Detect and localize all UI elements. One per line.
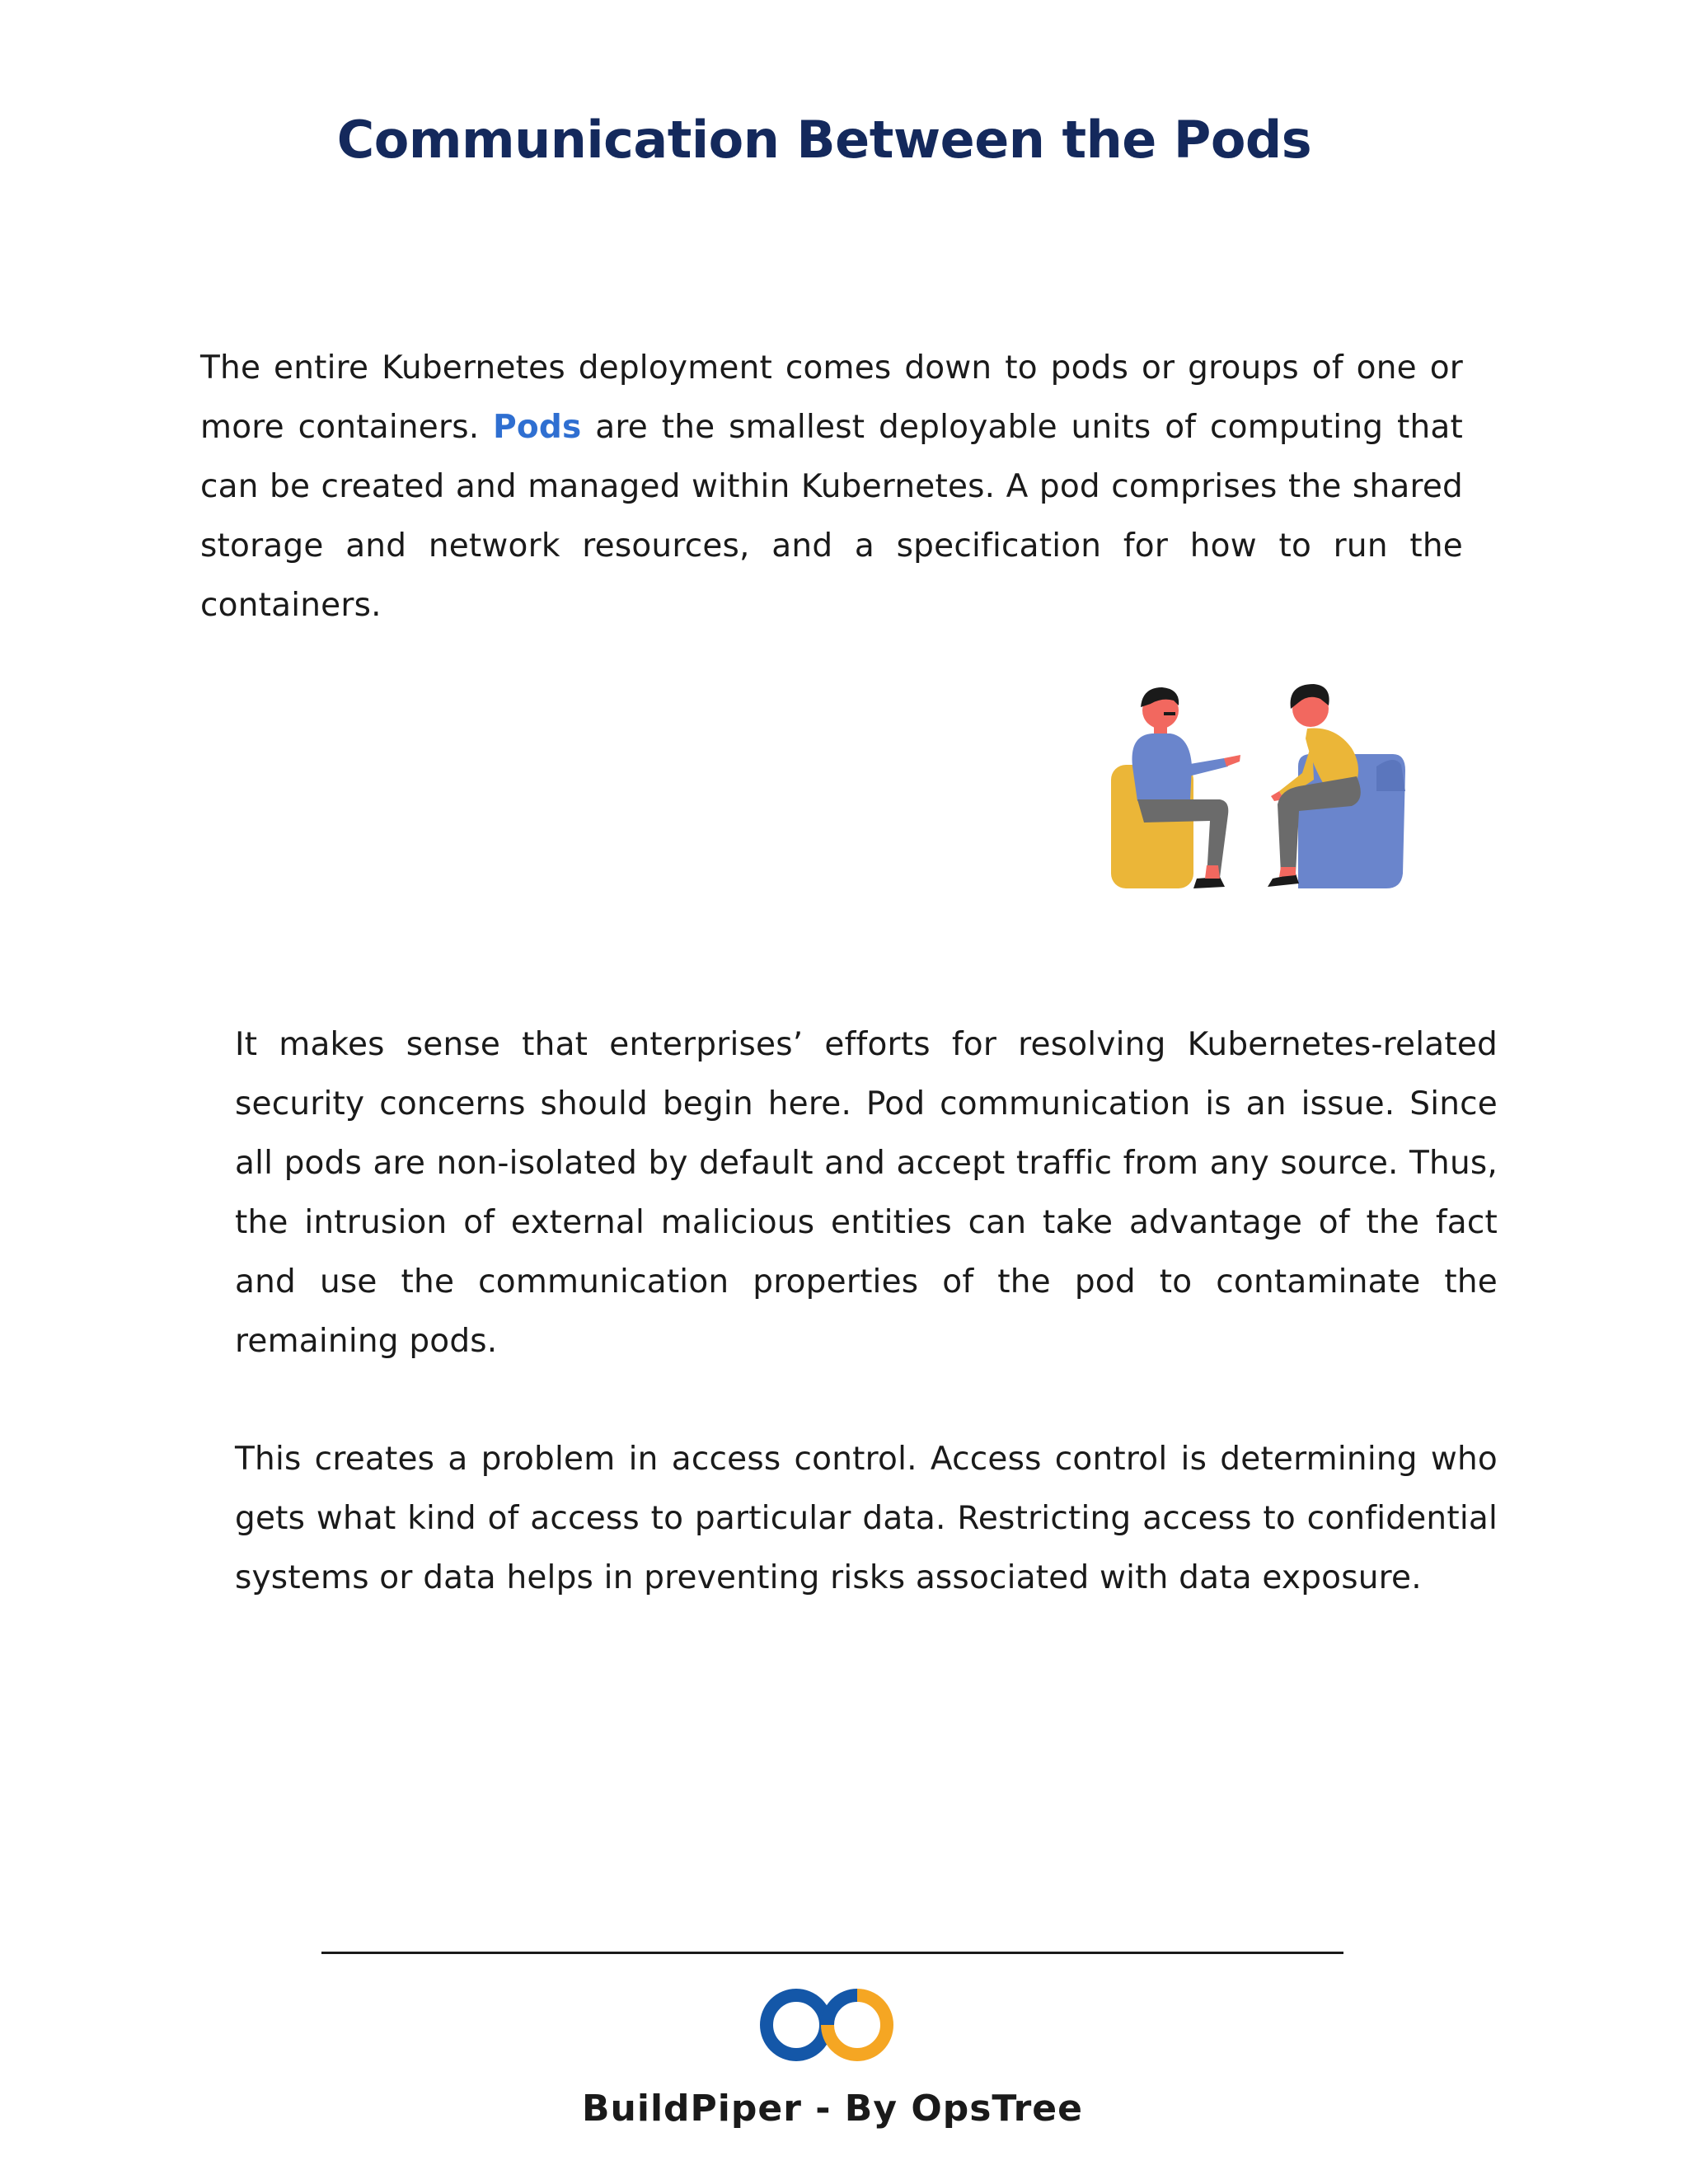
two-people-conversation-icon bbox=[1104, 676, 1409, 898]
page-title: Communication Between the Pods bbox=[336, 110, 1312, 170]
infinity-rings-logo-icon bbox=[757, 1986, 897, 2064]
security-paragraph: It makes sense that enterprises’ efforts for resolving Kubernetes-related security concerns should begin here. Pod communication is an issue. Since all pods are non-isolated by default and accept traffic from any source. Thus, the intrusion of external malicious entities can take advantage of the fact and use the communication properties of the pod to contaminate the remaining pods. bbox=[235, 1026, 1498, 1360]
intro-text-start: The entire Kubernetes deployment comes down to pods or groups of one or more containers. bbox=[200, 349, 1463, 446]
intro-text-end: are the smallest deployable units of computing that can be created and managed within Kubernetes. A pod comprises the shared storage and network resources, and a specification for how to run the containers. bbox=[200, 409, 1463, 624]
footer-brand: BuildPiper - By OpsTree bbox=[582, 2088, 1083, 2130]
access-control-paragraph: This creates a problem in access control. Access control is determining who gets what kind of access to particular data. Restricting access to confidential systems or data helps in preventing risks associated with data exposure. bbox=[235, 1441, 1498, 1596]
intro-paragraph bbox=[200, 339, 1463, 635]
footer-divider bbox=[321, 1952, 1343, 1954]
pods-highlight: Pods bbox=[493, 409, 582, 446]
